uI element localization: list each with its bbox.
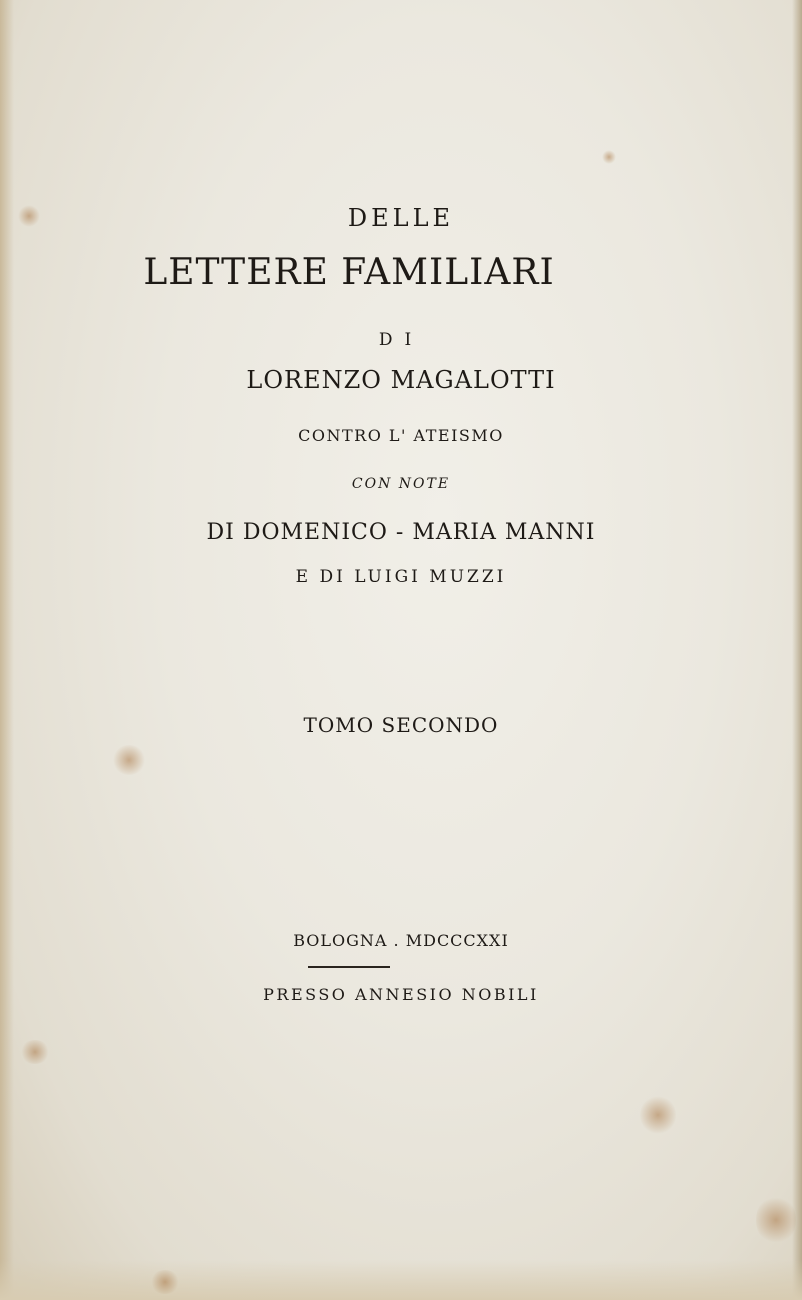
imprint-publisher: PRESSO ANNESIO NOBILI: [263, 985, 539, 1004]
foxing-spot: [112, 745, 146, 775]
foxing-spot: [150, 1270, 180, 1294]
imprint-divider: [308, 966, 390, 968]
subtitle-con-note: CON NOTE: [351, 476, 451, 492]
title-line-delle: DELLE: [347, 204, 455, 232]
title-line-lettere-familiari: LETTERE FAMILIARI: [143, 252, 555, 293]
paper-edge-left: [0, 0, 14, 1300]
foxing-spot: [602, 150, 616, 164]
imprint-place-date: BOLOGNA . MDCCCXXI: [293, 931, 509, 950]
title-line-di: DI: [378, 330, 424, 350]
foxing-spot: [20, 1040, 50, 1064]
annotator-manni: DI DOMENICO - MARIA MANNI: [206, 520, 596, 545]
foxing-spot: [640, 1095, 676, 1135]
paper-edge-right: [792, 0, 802, 1300]
author-name: LORENZO MAGALOTTI: [246, 366, 556, 394]
subtitle-contro-ateismo: CONTRO L' ATEISMO: [298, 426, 504, 445]
annotator-muzzi: E DI LUIGI MUZZI: [295, 567, 507, 587]
volume-label: TOMO SECONDO: [303, 713, 499, 737]
paper-edge-bottom: [0, 1260, 802, 1300]
foxing-spot: [756, 1195, 796, 1245]
